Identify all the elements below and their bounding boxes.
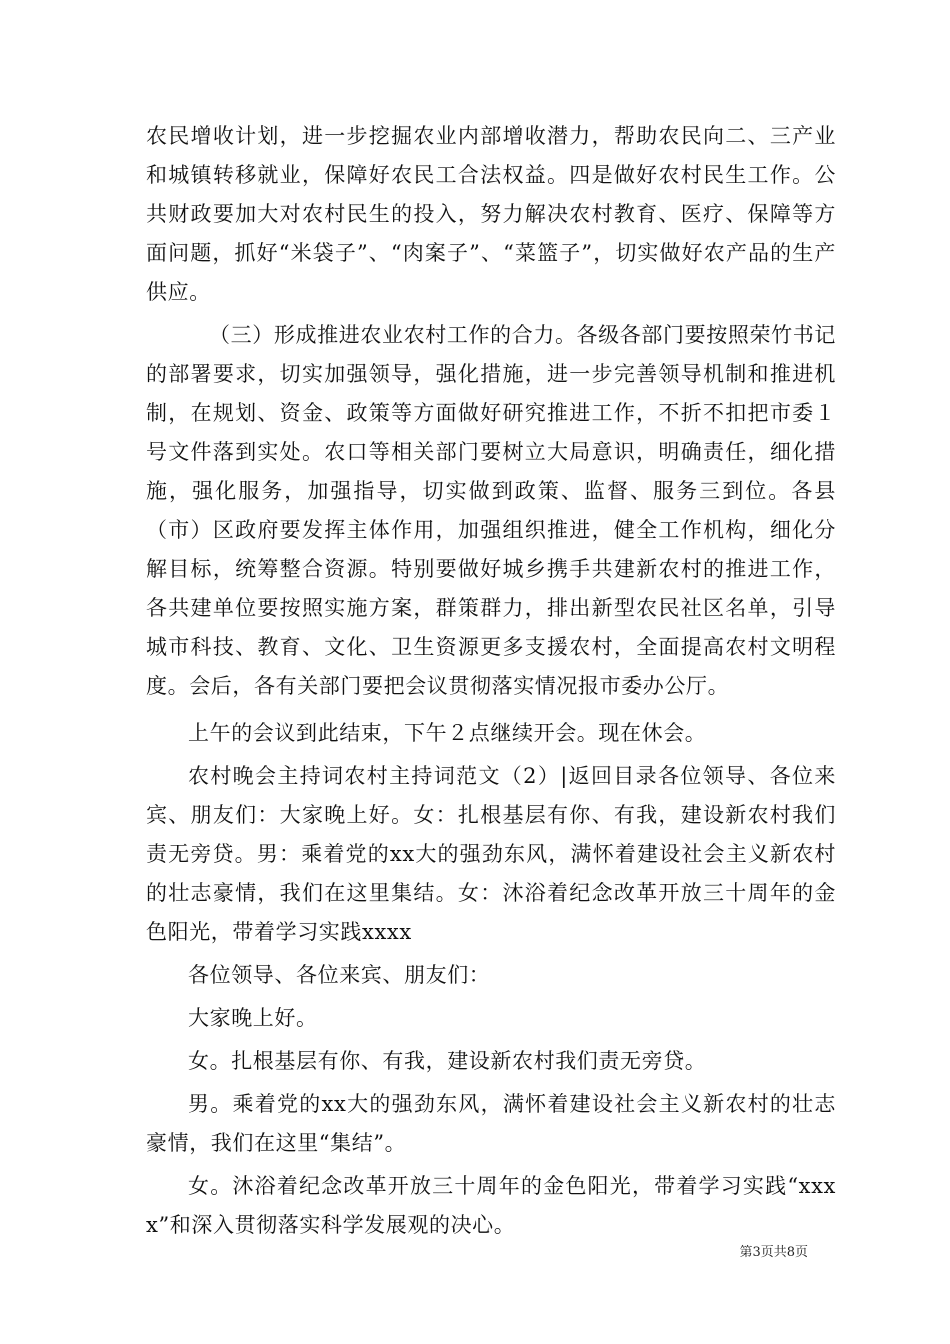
paragraph-greeting-guests: 各位领导、各位来宾、朋友们： [188, 963, 491, 987]
paragraph-joint-force: （三）形成推进农业农村工作的合力。各级各部门要按照荣竹书记的部署要求，切实加强领导，强化措施，进一步完善领导机制和推进机制，在规划、资金、政策等方面做好研究推进工作，不折不扣把市委１号文件落到实处。农口等相关部门要树立大局意识，明确责任，细化措施，强化服务，加强指导，切实做到政策、监督、服务三到位。各县（市）区政府要发挥主体作用，加强组织推进，健全工作机构，细化分解目标，统筹整合资源。特别要做好城乡携手共建新农村的推进工作，各共建单位要按照实施方案，群策群力，排出新型农民社区名单，引导城市科技、教育、文化、卫生资源更多支援农村，全面提高农村文明程度。会后，各有关部门要把会议贯彻落实情况报市委办公厅。 [146, 323, 836, 698]
paragraph-female-line-1: 女。扎根基层有你、有我，建设新农村我们责无旁贷。 [188, 1049, 707, 1073]
paragraph-good-evening: 大家晚上好。 [188, 1006, 318, 1030]
paragraph-male-line-1: 男。乘着党的xx大的强劲东风，满怀着建设社会主义新农村的壮志豪情，我们在这里“集结”。 [146, 1092, 836, 1155]
paragraph-female-line-2: 女。沐浴着纪念改革开放三十周年的金色阳光，带着学习实践“xxxx”和深入贯彻落实科学发展观的决心。 [146, 1174, 836, 1237]
page-number-footer: 第3页共8页 [739, 1245, 808, 1260]
document-body [146, 117, 836, 1245]
paragraph-farmer-income: 农民增收计划，进一步挖掘农业内部增收潜力，帮助农民向二、三产业和城镇转移就业，保障好农民工合法权益。四是做好农村民生工作。公共财政要加大对农村民生的投入，努力解决农村教育、医疗、保障等方面问题，抓好“米袋子”、“肉案子”、“菜篮子”，切实做好农产品的生产供应。 [146, 124, 836, 304]
paragraph-evening-host-script: 农村晚会主持词农村主持词范文（2）|返回目录各位领导、各位来宾、朋友们：大家晚上好。女：扎根基层有你、有我，建设新农村我们责无旁贷。男：乘着党的xx大的强劲东风，满怀着建设社会主义新农村的壮志豪情，我们在这里集结。女：沐浴着纪念改革开放三十周年的金色阳光，带着学习实践xxxx [146, 764, 836, 944]
paragraph-meeting-adjourn: 上午的会议到此结束，下午２点继续开会。现在休会。 [188, 721, 707, 745]
